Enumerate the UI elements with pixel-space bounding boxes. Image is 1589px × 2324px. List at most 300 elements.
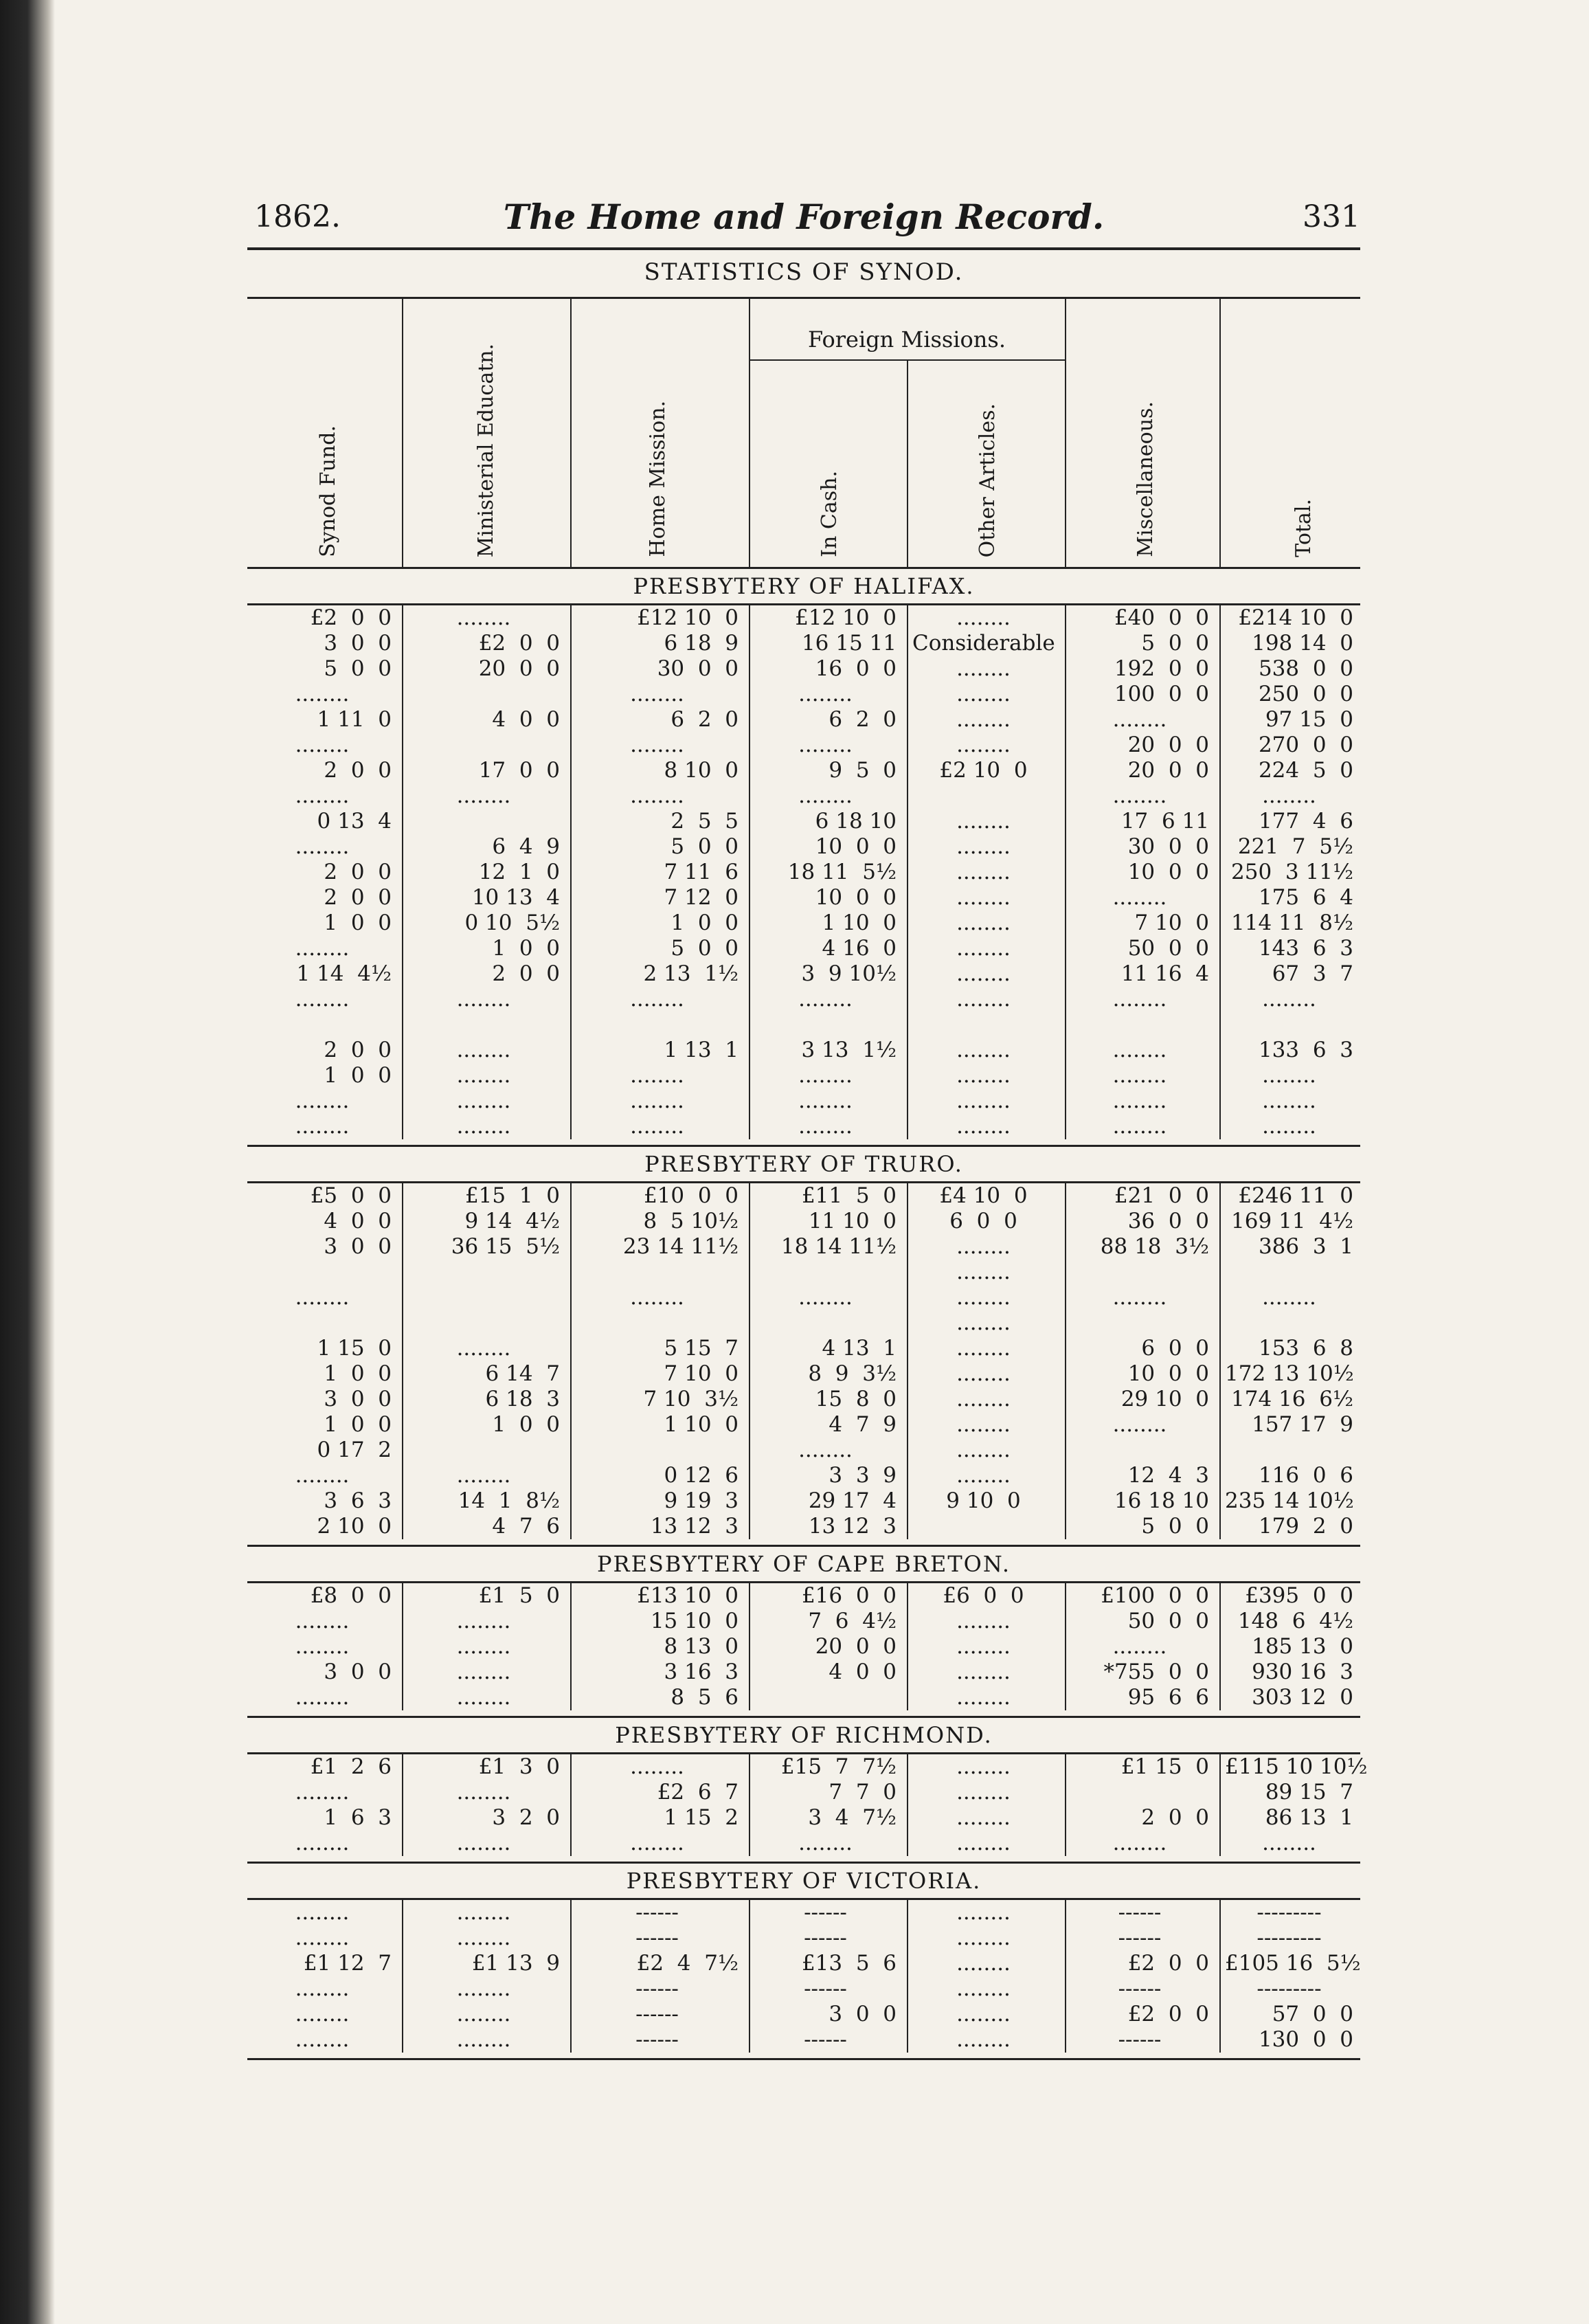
cell-synod-fund: ........ (295, 1831, 350, 1855)
cell-total: 250 0 0 (1258, 682, 1353, 706)
cell-foreign-other: ........ (956, 1976, 1011, 2001)
cell-foreign-cash: 1 10 0 (822, 910, 897, 935)
cell-home-mission: £13 10 0 (637, 1583, 739, 1608)
header-other-articles: Other Articles. (976, 403, 1000, 557)
cell-foreign-cash: 4 7 9 (829, 1412, 897, 1437)
cell-ministerial: 14 1 8½ (458, 1488, 560, 1513)
cell-ministerial: ........ (456, 605, 511, 630)
cell-synod-fund: 3 6 3 (324, 1488, 392, 1513)
cell-miscellaneous: £100 0 0 (1101, 1583, 1209, 1608)
cell-total: 224 5 0 (1258, 758, 1353, 783)
cell-ministerial: ........ (456, 1900, 511, 1925)
cell-home-mission: 0 12 6 (664, 1463, 739, 1488)
cell-synod-fund: 1 0 0 (324, 910, 392, 935)
cell-ministerial: 0 10 5½ (464, 910, 560, 935)
table-row (247, 987, 1360, 1012)
table-row (247, 1387, 1360, 1412)
cell-ministerial: £1 3 0 (478, 1754, 560, 1779)
cell-total (1225, 1012, 1353, 1038)
cell-synod-fund: ........ (295, 1925, 350, 1950)
cell-foreign-cash (754, 1685, 897, 1710)
cell-foreign-other: ........ (956, 1634, 1011, 1659)
cell-miscellaneous: 12 4 3 (1127, 1463, 1209, 1488)
table-row (247, 1976, 1360, 2002)
table-row (247, 656, 1360, 682)
cell-miscellaneous: 95 6 6 (1127, 1685, 1209, 1710)
cell-foreign-cash: ........ (798, 1438, 853, 1462)
table-row (247, 682, 1360, 707)
cell-total: 86 13 1 (1265, 1805, 1353, 1830)
table-row (247, 1361, 1360, 1387)
cell-total: 114 11 8½ (1231, 910, 1353, 935)
cell-ministerial: ........ (456, 1685, 511, 1710)
presbytery-heading: PRESBYTERY OF HALIFAX. (247, 569, 1360, 605)
cell-ministerial: ........ (456, 1063, 511, 1088)
cell-home-mission: ........ (630, 1088, 684, 1113)
cell-foreign-other (912, 1012, 1055, 1038)
cell-synod-fund: £1 12 7 (303, 1951, 392, 1976)
table-row (247, 860, 1360, 885)
cell-synod-fund: 2 0 0 (324, 758, 392, 783)
cell-foreign-cash: 10 0 0 (815, 885, 897, 910)
cell-miscellaneous (1070, 1780, 1209, 1805)
table-row (247, 1951, 1360, 1976)
table-row (247, 1234, 1360, 1260)
cell-foreign-other: ........ (956, 1088, 1011, 1113)
cell-synod-fund: ........ (295, 1634, 350, 1659)
col-divider (402, 299, 403, 567)
cell-foreign-other: ........ (956, 707, 1011, 732)
cell-foreign-other: ........ (956, 987, 1011, 1012)
cell-ministerial: ........ (456, 1463, 511, 1488)
cell-miscellaneous (1070, 1438, 1209, 1463)
cell-ministerial: ........ (456, 1114, 511, 1139)
cell-miscellaneous: £21 0 0 (1114, 1183, 1209, 1208)
cell-foreign-cash: ........ (798, 682, 853, 706)
cell-foreign-cash (754, 1012, 897, 1038)
cell-miscellaneous: 10 0 0 (1127, 1361, 1209, 1386)
cell-ministerial: ........ (456, 1831, 511, 1855)
cell-miscellaneous: £40 0 0 (1114, 605, 1209, 630)
header-home-mission: Home Mission. (646, 401, 670, 557)
cell-home-mission: 1 15 2 (664, 1805, 739, 1830)
cell-miscellaneous: ........ (1112, 1088, 1167, 1113)
cell-home-mission: 7 11 6 (664, 860, 739, 884)
cell-miscellaneous: £1 15 0 (1120, 1754, 1209, 1779)
table-body (247, 569, 1368, 2060)
table-row (247, 1438, 1360, 1463)
cell-total: 185 13 0 (1252, 1634, 1353, 1659)
cell-synod-fund: ........ (295, 987, 350, 1012)
cell-foreign-cash: 18 11 5½ (787, 860, 897, 884)
cell-miscellaneous: ........ (1112, 1063, 1167, 1088)
cell-synod-fund: ........ (295, 2027, 350, 2052)
cell-total: 153 6 8 (1258, 1336, 1353, 1361)
cell-total: 157 17 9 (1252, 1412, 1353, 1437)
cell-miscellaneous: ........ (1112, 707, 1167, 732)
cell-foreign-other: ........ (956, 605, 1011, 630)
cell-home-mission: £2 4 7½ (636, 1951, 739, 1976)
cell-foreign-other: ........ (956, 1234, 1011, 1259)
cell-total: 174 16 6½ (1231, 1387, 1353, 1411)
cell-home-mission: 1 0 0 (670, 910, 739, 935)
cell-total: 148 6 4½ (1237, 1609, 1353, 1633)
cell-foreign-other: ........ (956, 1310, 1011, 1335)
cell-ministerial: ........ (456, 1780, 511, 1805)
cell-synod-fund: 1 11 0 (317, 707, 392, 732)
cell-foreign-cash: 7 7 0 (829, 1780, 897, 1805)
cell-home-mission: 2 13 1½ (643, 961, 739, 986)
table-row (247, 783, 1360, 809)
cell-synod-fund: 3 0 0 (324, 1234, 392, 1259)
cell-foreign-cash: ........ (798, 1114, 853, 1139)
cell-ministerial: ........ (456, 1660, 511, 1684)
cell-foreign-cash: 6 18 10 (815, 809, 897, 834)
cell-synod-fund: ........ (295, 1900, 350, 1925)
cell-home-mission: ------ (635, 1925, 679, 1950)
cell-home-mission (576, 1310, 739, 1336)
cell-miscellaneous: ------ (1118, 1976, 1162, 2001)
col-divider (570, 299, 572, 567)
cell-foreign-cash: 11 10 0 (808, 1209, 897, 1233)
table-row (247, 885, 1360, 910)
cell-total: 175 6 4 (1258, 885, 1353, 910)
table-row (247, 1260, 1360, 1285)
cell-total: 270 0 0 (1258, 733, 1353, 757)
cell-synod-fund: ........ (295, 682, 350, 706)
cell-synod-fund: 3 0 0 (324, 1387, 392, 1411)
cell-foreign-cash: 29 17 4 (808, 1488, 897, 1513)
cell-synod-fund: 0 17 2 (317, 1438, 392, 1462)
cell-foreign-cash: ........ (798, 1285, 853, 1310)
cell-foreign-other: ........ (956, 860, 1011, 884)
cell-ministerial: 17 0 0 (478, 758, 560, 783)
cell-synod-fund: 5 0 0 (324, 656, 392, 681)
cell-home-mission: ------ (635, 2027, 679, 2052)
table-row (247, 1063, 1360, 1088)
cell-miscellaneous: 20 0 0 (1127, 733, 1209, 757)
cell-total: 67 3 7 (1272, 961, 1353, 986)
cell-synod-fund: ........ (295, 1285, 350, 1310)
cell-home-mission: 2 5 5 (670, 809, 739, 834)
cell-miscellaneous: 2 0 0 (1141, 1805, 1209, 1830)
cell-synod-fund: ........ (295, 1463, 350, 1488)
cell-home-mission: 1 13 1 (664, 1038, 739, 1062)
cell-home-mission: 9 19 3 (664, 1488, 739, 1513)
foreign-missions-rule (749, 359, 1065, 361)
cell-ministerial (407, 733, 560, 758)
cell-synod-fund (253, 1012, 392, 1038)
cell-miscellaneous: 29 10 0 (1120, 1387, 1209, 1411)
cell-foreign-cash: 16 15 11 (801, 631, 897, 656)
cell-ministerial: 36 15 5½ (451, 1234, 560, 1259)
header-in-cash: In Cash. (818, 471, 842, 557)
cell-synod-fund: ........ (295, 1114, 350, 1139)
presbytery-heading: PRESBYTERY OF CAPE BRETON. (247, 1547, 1360, 1583)
cell-foreign-other: 9 10 0 (946, 1488, 1021, 1513)
cell-ministerial: ........ (456, 2027, 511, 2052)
cell-foreign-other: ........ (956, 809, 1011, 834)
cell-foreign-cash (754, 1260, 897, 1285)
cell-total: £214 10 0 (1238, 605, 1353, 630)
cell-foreign-cash: 13 12 3 (808, 1514, 897, 1539)
cell-synod-fund: 1 6 3 (324, 1805, 392, 1830)
cell-foreign-cash: 4 16 0 (822, 936, 897, 961)
presbytery-heading: PRESBYTERY OF TRURO. (247, 1147, 1360, 1183)
cell-total (1225, 1260, 1353, 1285)
cell-foreign-other: ........ (956, 1925, 1011, 1950)
cell-ministerial: 1 0 0 (492, 936, 560, 961)
table-row (247, 1634, 1360, 1660)
cell-foreign-other: ........ (956, 1660, 1011, 1684)
cell-ministerial (407, 1438, 560, 1463)
cell-home-mission: ........ (630, 1285, 684, 1310)
cell-ministerial: £2 0 0 (478, 631, 560, 656)
cell-home-mission (576, 1438, 739, 1463)
cell-home-mission: 5 0 0 (670, 936, 739, 961)
cell-home-mission: ........ (630, 733, 684, 757)
cell-total: ........ (1262, 1088, 1316, 1113)
cell-foreign-cash: £12 10 0 (795, 605, 897, 630)
cell-home-mission: 8 13 0 (664, 1634, 739, 1659)
cell-synod-fund: 0 13 4 (317, 809, 392, 834)
table-row (247, 936, 1360, 961)
cell-foreign-cash: 3 0 0 (829, 2002, 897, 2026)
cell-ministerial: £1 13 9 (471, 1951, 560, 1976)
table-row (247, 1336, 1360, 1361)
cell-foreign-cash: £11 5 0 (801, 1183, 897, 1208)
table-row (247, 1463, 1360, 1488)
cell-ministerial: 6 4 9 (492, 834, 560, 859)
table-row (247, 1088, 1360, 1114)
cell-total: ........ (1262, 1285, 1316, 1310)
cell-total: 143 6 3 (1258, 936, 1353, 961)
cell-ministerial: ........ (456, 1038, 511, 1062)
cell-home-mission: ........ (630, 1114, 684, 1139)
table-row (247, 1038, 1360, 1063)
cell-synod-fund: 3 0 0 (324, 631, 392, 656)
cell-synod-fund: ........ (295, 783, 350, 808)
header-year: 1862. (254, 199, 341, 234)
cell-synod-fund: ........ (295, 936, 350, 961)
table-row (247, 1754, 1368, 1780)
cell-foreign-cash (754, 1310, 897, 1336)
cell-miscellaneous: ........ (1112, 987, 1167, 1012)
cell-home-mission: £10 0 0 (643, 1183, 739, 1208)
table-row (247, 1685, 1360, 1710)
table-row (247, 1114, 1360, 1139)
cell-ministerial: 3 2 0 (492, 1805, 560, 1830)
cell-miscellaneous: ........ (1112, 885, 1167, 910)
cell-home-mission: 7 12 0 (664, 885, 739, 910)
cell-ministerial: £1 5 0 (478, 1583, 560, 1608)
cell-foreign-cash: 3 9 10½ (801, 961, 897, 986)
cell-foreign-cash: 16 0 0 (815, 656, 897, 681)
cell-miscellaneous (1070, 1012, 1209, 1038)
col-divider (1219, 299, 1221, 567)
cell-home-mission: 23 14 11½ (622, 1234, 739, 1259)
cell-foreign-cash: ........ (798, 1063, 853, 1088)
cell-miscellaneous: 7 10 0 (1134, 910, 1209, 935)
cell-foreign-other: £2 10 0 (939, 758, 1028, 783)
presbytery-heading: PRESBYTERY OF RICHMOND. (247, 1718, 1360, 1754)
cell-miscellaneous: ------ (1118, 2027, 1162, 2052)
cell-miscellaneous: ------ (1118, 1900, 1162, 1925)
cell-ministerial: ........ (456, 1336, 511, 1361)
cell-miscellaneous: ........ (1112, 1634, 1167, 1659)
cell-foreign-cash: 7 6 4½ (808, 1609, 897, 1633)
cell-total: 172 13 10½ (1225, 1361, 1354, 1386)
presbytery-rows (247, 605, 1360, 1139)
cell-synod-fund: ........ (295, 1976, 350, 2001)
presbytery-rows (247, 1900, 1360, 2053)
cell-home-mission: ........ (630, 987, 684, 1012)
table-row (247, 1488, 1360, 1514)
table-row (247, 1012, 1360, 1038)
cell-ministerial (407, 809, 560, 834)
cell-foreign-cash: ------ (804, 1900, 847, 1925)
cell-foreign-cash: ........ (798, 987, 853, 1012)
cell-foreign-other: Considerable (912, 631, 1055, 656)
table-row (247, 1780, 1360, 1805)
table-row (247, 1831, 1360, 1856)
cell-miscellaneous: £2 0 0 (1127, 2002, 1209, 2026)
cell-home-mission: 3 16 3 (664, 1660, 739, 1684)
cell-foreign-cash: ........ (798, 1088, 853, 1113)
cell-synod-fund: 1 0 0 (324, 1412, 392, 1437)
table-row (247, 834, 1360, 860)
cell-foreign-other: ........ (956, 682, 1011, 706)
cell-miscellaneous: ........ (1112, 1114, 1167, 1139)
table-row (247, 1805, 1360, 1831)
cell-miscellaneous: ........ (1112, 783, 1167, 808)
cell-total: 116 0 6 (1258, 1463, 1353, 1488)
cell-synod-fund: £2 0 0 (310, 605, 392, 630)
cell-total: £395 0 0 (1245, 1583, 1353, 1608)
cell-ministerial: 2 0 0 (492, 961, 560, 986)
cell-foreign-other: ........ (956, 1685, 1011, 1710)
table-row (247, 1925, 1360, 1951)
cell-foreign-cash: 18 14 11½ (780, 1234, 897, 1259)
cell-foreign-other (912, 1514, 1055, 1539)
cell-miscellaneous: 10 0 0 (1127, 860, 1209, 884)
cell-ministerial: 6 14 7 (485, 1361, 560, 1386)
cell-miscellaneous: 5 0 0 (1141, 1514, 1209, 1539)
cell-synod-fund: £1 2 6 (310, 1754, 392, 1779)
cell-total: 250 3 11½ (1231, 860, 1353, 884)
cell-miscellaneous: 5 0 0 (1141, 631, 1209, 656)
cell-total: 538 0 0 (1258, 656, 1353, 681)
cell-home-mission: 30 0 0 (657, 656, 739, 681)
table-row (247, 1660, 1360, 1685)
cell-total: ........ (1262, 987, 1316, 1012)
cell-synod-fund: 1 14 4½ (296, 961, 392, 986)
cell-home-mission: £12 10 0 (637, 605, 739, 630)
cell-foreign-cash: 20 0 0 (815, 1634, 897, 1659)
cell-foreign-other: ........ (956, 834, 1011, 859)
cell-foreign-cash: 10 0 0 (815, 834, 897, 859)
cell-foreign-other: 6 0 0 (949, 1209, 1017, 1233)
cell-foreign-cash: ........ (798, 1831, 853, 1855)
cell-total: 179 2 0 (1258, 1514, 1353, 1539)
header-ministerial-education: Ministerial Educatn. (474, 343, 498, 557)
cell-home-mission: ------ (635, 1900, 679, 1925)
cell-foreign-cash: £13 5 6 (801, 1951, 897, 1976)
cell-home-mission: 7 10 0 (664, 1361, 739, 1386)
cell-foreign-other: ........ (956, 1114, 1011, 1139)
cell-total: 57 0 0 (1272, 2002, 1353, 2026)
cell-home-mission: 6 18 9 (664, 631, 739, 656)
table-row (247, 1514, 1360, 1539)
cell-foreign-other: ........ (956, 936, 1011, 961)
cell-foreign-other (912, 783, 1055, 809)
cell-ministerial (407, 1260, 560, 1285)
cell-foreign-other: ........ (956, 2002, 1011, 2026)
cell-total: ........ (1262, 1114, 1316, 1139)
table-caption: STATISTICS OF SYNOD. (644, 258, 964, 286)
cell-foreign-other: £4 10 0 (939, 1183, 1028, 1208)
table-row (247, 961, 1360, 987)
cell-foreign-cash: ------ (804, 2027, 847, 2052)
cell-synod-fund: ........ (295, 1780, 350, 1805)
cell-total: --------- (1256, 1976, 1322, 2001)
cell-ministerial: ........ (456, 1634, 511, 1659)
cell-home-mission (576, 1260, 739, 1285)
section-rule (247, 2058, 1360, 2060)
cell-foreign-other: ........ (956, 733, 1011, 757)
cell-foreign-other: ........ (956, 656, 1011, 681)
cell-synod-fund: 1 0 0 (324, 1063, 392, 1088)
cell-foreign-other: ........ (956, 1063, 1011, 1088)
cell-miscellaneous: 50 0 0 (1127, 936, 1209, 961)
cell-total: ........ (1262, 1063, 1316, 1088)
cell-foreign-cash: 3 3 9 (829, 1463, 897, 1488)
cell-foreign-cash: ........ (798, 783, 853, 808)
cell-total: 133 6 3 (1258, 1038, 1353, 1062)
cell-foreign-other: ........ (956, 1387, 1011, 1411)
header-title: The Home and Foreign Record. (503, 197, 1105, 237)
cell-miscellaneous: 16 18 10 (1114, 1488, 1209, 1513)
cell-home-mission: ........ (630, 682, 684, 706)
cell-synod-fund: 2 0 0 (324, 860, 392, 884)
table-row (247, 631, 1360, 656)
cell-foreign-cash: 3 13 1½ (801, 1038, 897, 1062)
cell-synod-fund: 2 0 0 (324, 1038, 392, 1062)
cell-foreign-cash: 9 5 0 (829, 758, 897, 783)
page-number: 331 (1303, 199, 1360, 234)
cell-ministerial: 20 0 0 (478, 656, 560, 681)
table-row (247, 758, 1360, 783)
presbytery-rows (247, 1583, 1360, 1710)
table-row (247, 1183, 1360, 1209)
table-row (247, 1209, 1360, 1234)
table-row (247, 605, 1360, 631)
cell-ministerial (407, 1285, 560, 1310)
cell-ministerial: ........ (456, 987, 511, 1012)
cell-foreign-cash: 3 4 7½ (808, 1805, 897, 1830)
table-row (247, 733, 1360, 758)
page (247, 192, 1368, 2060)
cell-ministerial: ........ (456, 1088, 511, 1113)
table-row (247, 2027, 1360, 2053)
cell-total: 130 0 0 (1258, 2027, 1353, 2052)
col-divider (1065, 299, 1066, 567)
cell-miscellaneous: 50 0 0 (1127, 1609, 1209, 1633)
cell-total (1225, 1438, 1353, 1463)
cell-foreign-other: ........ (956, 961, 1011, 986)
cell-home-mission: 1 10 0 (664, 1412, 739, 1437)
cell-foreign-cash: 15 8 0 (815, 1387, 897, 1411)
